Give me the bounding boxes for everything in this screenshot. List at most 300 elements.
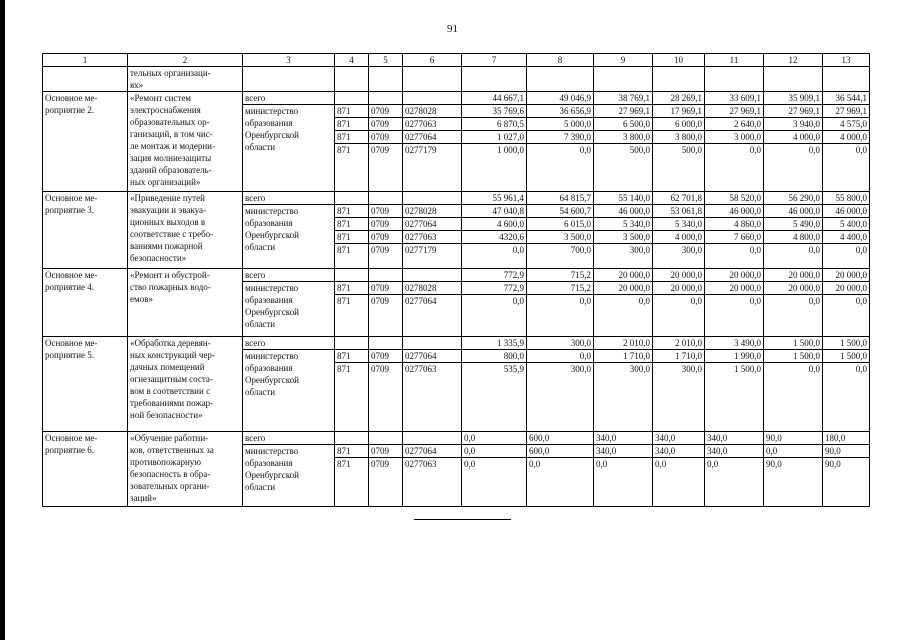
value-cell: 20 000,0 bbox=[823, 282, 870, 295]
empty-cell bbox=[823, 67, 870, 92]
total-value-cell: 180,0 bbox=[823, 432, 870, 445]
measure-label bbox=[43, 92, 128, 192]
total-value-cell: 20 000,0 bbox=[705, 269, 764, 282]
total-value-cell: 2 010,0 bbox=[653, 337, 705, 350]
value-cell: 6 870,5 bbox=[462, 118, 527, 131]
value-cell: 300,0 bbox=[594, 244, 653, 269]
value-cell: 0,0 bbox=[527, 295, 594, 337]
measure-name bbox=[128, 337, 243, 432]
target-code-cell: 0278028 bbox=[403, 205, 462, 218]
organization-line: образования bbox=[245, 118, 293, 128]
value-cell: 20 000,0 bbox=[764, 282, 823, 295]
measure-name-line: эвакуации и эвакуа- bbox=[130, 205, 206, 215]
value-cell: 535,9 bbox=[462, 363, 527, 432]
empty-cell bbox=[43, 67, 128, 92]
value-cell: 4 600,0 bbox=[462, 218, 527, 231]
organization-line: министерство bbox=[245, 283, 299, 293]
total-value-cell: 340,0 bbox=[594, 432, 653, 445]
value-cell: 0,0 bbox=[594, 295, 653, 337]
total-value-cell: 0,0 bbox=[462, 432, 527, 445]
value-cell: 53 061,8 bbox=[653, 205, 705, 218]
measure-name bbox=[128, 269, 243, 337]
total-value-cell: 20 000,0 bbox=[823, 269, 870, 282]
code-871-cell: 871 bbox=[335, 350, 369, 363]
value-cell: 800,0 bbox=[462, 350, 527, 363]
value-cell: 0,0 bbox=[823, 144, 870, 192]
value-cell: 20 000,0 bbox=[594, 282, 653, 295]
organization-line: образования bbox=[245, 218, 293, 228]
organization-line: области bbox=[245, 242, 276, 252]
value-cell: 0,0 bbox=[705, 144, 764, 192]
value-cell: 46 000,0 bbox=[764, 205, 823, 218]
measure-name-line: ле монтаж и модерни- bbox=[130, 141, 215, 151]
value-cell: 2 640,0 bbox=[705, 118, 764, 131]
measure-label-line: Основное ме- bbox=[45, 338, 98, 348]
column-header-3: 3 bbox=[243, 54, 335, 67]
value-cell: 500,0 bbox=[653, 144, 705, 192]
value-cell: 20 000,0 bbox=[653, 282, 705, 295]
value-cell: 4 400,0 bbox=[823, 231, 870, 244]
column-header-11: 11 bbox=[705, 54, 764, 67]
measure-total-row bbox=[43, 432, 870, 445]
target-code-cell: 0277179 bbox=[403, 244, 462, 269]
continued-text-line: ях» bbox=[130, 80, 144, 90]
value-cell: 27 969,1 bbox=[594, 105, 653, 118]
column-header-8: 8 bbox=[527, 54, 594, 67]
measure-name-line: ционных выходов в bbox=[130, 217, 206, 227]
total-value-cell: 55 800,0 bbox=[823, 192, 870, 205]
value-cell: 4 000,0 bbox=[653, 231, 705, 244]
organization-cell bbox=[243, 282, 335, 337]
organization-line: Оренбургской bbox=[245, 307, 299, 317]
measure-name-line: емов» bbox=[130, 294, 153, 304]
value-cell: 4 000,0 bbox=[823, 131, 870, 144]
code-871-cell: 871 bbox=[335, 363, 369, 432]
value-cell: 0,0 bbox=[462, 445, 527, 458]
organization-cell bbox=[243, 205, 335, 269]
measure-name-line: зация молниезащиты bbox=[130, 153, 212, 163]
total-value-cell: 55 961,4 bbox=[462, 192, 527, 205]
total-value-cell: 62 701,8 bbox=[653, 192, 705, 205]
empty-cell bbox=[335, 269, 369, 282]
value-cell: 3 800,0 bbox=[594, 131, 653, 144]
measure-name-line: ство пожарных водо- bbox=[130, 282, 211, 292]
target-code-cell: 0278028 bbox=[403, 282, 462, 295]
total-value-cell: 300,0 bbox=[527, 337, 594, 350]
value-cell: 300,0 bbox=[527, 363, 594, 432]
measure-name-line: ганизаций, в том чис- bbox=[130, 129, 213, 139]
value-cell: 90,0 bbox=[823, 458, 870, 507]
empty-cell bbox=[403, 269, 462, 282]
continued-text-line: тельных организаци- bbox=[130, 68, 211, 78]
value-cell: 1 500,0 bbox=[764, 350, 823, 363]
value-cell: 47 040,8 bbox=[462, 205, 527, 218]
organization-line: Оренбургской bbox=[245, 470, 299, 480]
measure-name-line: ваниями пожарной bbox=[130, 241, 203, 251]
organization-line: министерство bbox=[245, 106, 299, 116]
measure-name-line: безопасность в обра- bbox=[130, 469, 211, 479]
measure-total-row bbox=[43, 269, 870, 282]
value-cell: 46 000,0 bbox=[823, 205, 870, 218]
measure-name-line: требованиями пожар- bbox=[130, 398, 214, 408]
measure-name-line: безопасности» bbox=[130, 253, 187, 263]
code-0709-cell: 0709 bbox=[369, 282, 403, 295]
empty-cell bbox=[403, 67, 462, 92]
value-cell: 5 490,0 bbox=[764, 218, 823, 231]
code-871-cell: 871 bbox=[335, 144, 369, 192]
organization-line: Оренбургской bbox=[245, 130, 299, 140]
column-header-9: 9 bbox=[594, 54, 653, 67]
value-cell: 5 400,0 bbox=[823, 218, 870, 231]
organization-line: Оренбургской bbox=[245, 230, 299, 240]
value-cell: 0,0 bbox=[594, 458, 653, 507]
value-cell: 300,0 bbox=[594, 363, 653, 432]
measure-name-line: огнезащитным соста- bbox=[130, 374, 213, 384]
measure-label-line: роприятие 5. bbox=[45, 350, 95, 360]
empty-cell bbox=[527, 67, 594, 92]
empty-cell bbox=[403, 92, 462, 105]
value-cell: 46 000,0 bbox=[594, 205, 653, 218]
organization-line: образования bbox=[245, 363, 293, 373]
value-cell: 0,0 bbox=[462, 295, 527, 337]
target-code-cell: 0277179 bbox=[403, 144, 462, 192]
total-value-cell: 44 667,1 bbox=[462, 92, 527, 105]
value-cell: 4 860,0 bbox=[705, 218, 764, 231]
measure-label-line: роприятие 4. bbox=[45, 282, 95, 292]
code-871-cell: 871 bbox=[335, 105, 369, 118]
measure-name-line: электроснабжения bbox=[130, 105, 201, 115]
total-value-cell: 55 140,0 bbox=[594, 192, 653, 205]
value-cell: 3 940,0 bbox=[764, 118, 823, 131]
value-cell: 0,0 bbox=[764, 445, 823, 458]
value-cell: 340,0 bbox=[653, 445, 705, 458]
value-cell: 1 500,0 bbox=[705, 363, 764, 432]
code-0709-cell: 0709 bbox=[369, 244, 403, 269]
measure-label bbox=[43, 337, 128, 432]
total-label-cell: всего bbox=[243, 192, 335, 205]
measure-total-row bbox=[43, 192, 870, 205]
code-871-cell: 871 bbox=[335, 205, 369, 218]
footer-rule bbox=[414, 519, 511, 520]
value-cell: 0,0 bbox=[705, 458, 764, 507]
measure-label-line: роприятие 2. bbox=[45, 105, 95, 115]
value-cell: 90,0 bbox=[823, 445, 870, 458]
total-value-cell: 90,0 bbox=[764, 432, 823, 445]
organization-cell bbox=[243, 350, 335, 432]
column-header-1: 1 bbox=[43, 54, 128, 67]
code-871-cell: 871 bbox=[335, 458, 369, 507]
empty-cell bbox=[403, 432, 462, 445]
value-cell: 3 000,0 bbox=[705, 131, 764, 144]
empty-cell bbox=[335, 67, 369, 92]
column-header-12: 12 bbox=[764, 54, 823, 67]
organization-line: министерство bbox=[245, 206, 299, 216]
total-value-cell: 20 000,0 bbox=[653, 269, 705, 282]
value-cell: 700,0 bbox=[527, 244, 594, 269]
measure-name-line: зданий образователь- bbox=[130, 165, 212, 175]
measure-name-line: зовательных органи- bbox=[130, 481, 210, 491]
total-value-cell: 1 335,9 bbox=[462, 337, 527, 350]
measure-name-line: образовательных ор- bbox=[130, 117, 210, 127]
total-value-cell: 58 520,0 bbox=[705, 192, 764, 205]
target-code-cell: 0277063 bbox=[403, 458, 462, 507]
code-0709-cell: 0709 bbox=[369, 458, 403, 507]
value-cell: 46 000,0 bbox=[705, 205, 764, 218]
value-cell: 36 656,9 bbox=[527, 105, 594, 118]
value-cell: 0,0 bbox=[527, 458, 594, 507]
measure-label-line: Основное ме- bbox=[45, 433, 98, 443]
value-cell: 1 990,0 bbox=[705, 350, 764, 363]
total-value-cell: 35 909,1 bbox=[764, 92, 823, 105]
organization-line: министерство bbox=[245, 351, 299, 361]
organization-line: образования bbox=[245, 295, 293, 305]
column-header-6: 6 bbox=[403, 54, 462, 67]
total-value-cell: 36 544,1 bbox=[823, 92, 870, 105]
code-0709-cell: 0709 bbox=[369, 105, 403, 118]
empty-cell bbox=[369, 192, 403, 205]
measure-name-line: противопожарную bbox=[130, 457, 201, 467]
value-cell: 5 000,0 bbox=[527, 118, 594, 131]
empty-cell bbox=[462, 67, 527, 92]
value-cell: 17 969,1 bbox=[653, 105, 705, 118]
measure-total-row bbox=[43, 92, 870, 105]
target-code-cell: 0277064 bbox=[403, 218, 462, 231]
empty-cell bbox=[335, 192, 369, 205]
value-cell: 0,0 bbox=[764, 244, 823, 269]
organization-line: области bbox=[245, 319, 276, 329]
measure-label-line: роприятие 6. bbox=[45, 445, 95, 455]
measure-label-line: Основное ме- bbox=[45, 270, 98, 280]
value-cell: 0,0 bbox=[527, 350, 594, 363]
organization-line: министерство bbox=[245, 446, 299, 456]
column-header-2: 2 bbox=[128, 54, 243, 67]
value-cell: 0,0 bbox=[527, 144, 594, 192]
measure-name bbox=[128, 192, 243, 269]
empty-cell bbox=[369, 269, 403, 282]
value-cell: 4 575,0 bbox=[823, 118, 870, 131]
value-cell: 54 600,7 bbox=[527, 205, 594, 218]
measure-name bbox=[128, 432, 243, 507]
value-cell: 7 660,0 bbox=[705, 231, 764, 244]
value-cell: 27 969,1 bbox=[764, 105, 823, 118]
value-cell: 6 500,0 bbox=[594, 118, 653, 131]
value-cell: 500,0 bbox=[594, 144, 653, 192]
value-cell: 0,0 bbox=[823, 244, 870, 269]
code-871-cell: 871 bbox=[335, 131, 369, 144]
value-cell: 3 800,0 bbox=[653, 131, 705, 144]
value-cell: 1 500,0 bbox=[823, 350, 870, 363]
code-0709-cell: 0709 bbox=[369, 205, 403, 218]
total-label-cell: всего bbox=[243, 337, 335, 350]
total-label-cell: всего bbox=[243, 92, 335, 105]
value-cell: 0,0 bbox=[462, 244, 527, 269]
code-0709-cell: 0709 bbox=[369, 295, 403, 337]
organization-line: области bbox=[245, 482, 276, 492]
empty-cell bbox=[653, 67, 705, 92]
target-code-cell: 0277064 bbox=[403, 445, 462, 458]
measure-label bbox=[43, 192, 128, 269]
target-code-cell: 0277063 bbox=[403, 231, 462, 244]
value-cell: 27 969,1 bbox=[823, 105, 870, 118]
organization-cell bbox=[243, 105, 335, 192]
measure-label bbox=[43, 432, 128, 507]
target-code-cell: 0277064 bbox=[403, 350, 462, 363]
code-871-cell: 871 bbox=[335, 118, 369, 131]
empty-cell bbox=[335, 432, 369, 445]
code-0709-cell: 0709 bbox=[369, 350, 403, 363]
value-cell: 5 340,0 bbox=[653, 218, 705, 231]
empty-cell bbox=[369, 337, 403, 350]
column-header-4: 4 bbox=[335, 54, 369, 67]
measure-name-line: дачных помещений bbox=[130, 362, 205, 372]
total-value-cell: 715,2 bbox=[527, 269, 594, 282]
code-871-cell: 871 bbox=[335, 218, 369, 231]
continued-row bbox=[43, 67, 870, 92]
total-value-cell: 33 609,1 bbox=[705, 92, 764, 105]
total-value-cell: 600,0 bbox=[527, 432, 594, 445]
measure-name-line: соответствие с требо- bbox=[130, 229, 214, 239]
code-0709-cell: 0709 bbox=[369, 363, 403, 432]
value-cell: 6 000,0 bbox=[653, 118, 705, 131]
value-cell: 4 800,0 bbox=[764, 231, 823, 244]
value-cell: 340,0 bbox=[705, 445, 764, 458]
measure-name-line: заций» bbox=[130, 493, 157, 503]
total-value-cell: 20 000,0 bbox=[594, 269, 653, 282]
measure-name-line: вом в соответствии с bbox=[130, 386, 211, 396]
total-value-cell: 20 000,0 bbox=[764, 269, 823, 282]
value-cell: 300,0 bbox=[653, 244, 705, 269]
budget-table bbox=[42, 53, 870, 507]
value-cell: 20 000,0 bbox=[705, 282, 764, 295]
empty-cell bbox=[594, 67, 653, 92]
value-cell: 600,0 bbox=[527, 445, 594, 458]
column-header-7: 7 bbox=[462, 54, 527, 67]
value-cell: 0,0 bbox=[764, 144, 823, 192]
measure-name-line: ков, ответственных за bbox=[130, 445, 214, 455]
total-value-cell: 64 815,7 bbox=[527, 192, 594, 205]
total-value-cell: 49 046,9 bbox=[527, 92, 594, 105]
value-cell: 0,0 bbox=[653, 295, 705, 337]
code-0709-cell: 0709 bbox=[369, 231, 403, 244]
value-cell: 3 500,0 bbox=[527, 231, 594, 244]
measure-total-row bbox=[43, 337, 870, 350]
page-spine-border bbox=[0, 0, 5, 640]
value-cell: 27 969,1 bbox=[705, 105, 764, 118]
continued-text-cell bbox=[128, 67, 243, 92]
value-cell: 0,0 bbox=[705, 295, 764, 337]
measure-label-line: Основное ме- bbox=[45, 193, 98, 203]
code-871-cell: 871 bbox=[335, 244, 369, 269]
value-cell: 6 015,0 bbox=[527, 218, 594, 231]
empty-cell bbox=[764, 67, 823, 92]
value-cell: 7 390,0 bbox=[527, 131, 594, 144]
total-label-cell: всего bbox=[243, 269, 335, 282]
code-0709-cell: 0709 bbox=[369, 218, 403, 231]
value-cell: 5 340,0 bbox=[594, 218, 653, 231]
value-cell: 1 710,0 bbox=[594, 350, 653, 363]
target-code-cell: 0277063 bbox=[403, 363, 462, 432]
value-cell: 0,0 bbox=[653, 458, 705, 507]
value-cell: 0,0 bbox=[462, 458, 527, 507]
code-0709-cell: 0709 bbox=[369, 445, 403, 458]
measure-name-line: «Приведение путей bbox=[130, 193, 205, 203]
code-0709-cell: 0709 bbox=[369, 144, 403, 192]
measure-name-line: ных организаций» bbox=[130, 177, 201, 187]
measure-name-line: «Ремонт систем bbox=[130, 93, 192, 103]
empty-cell bbox=[243, 67, 335, 92]
empty-cell bbox=[705, 67, 764, 92]
value-cell: 300,0 bbox=[653, 363, 705, 432]
value-cell: 1 027,0 bbox=[462, 131, 527, 144]
value-cell: 4320,6 bbox=[462, 231, 527, 244]
empty-cell bbox=[335, 92, 369, 105]
total-label-cell: всего bbox=[243, 432, 335, 445]
empty-cell bbox=[369, 67, 403, 92]
value-cell: 4 000,0 bbox=[764, 131, 823, 144]
code-871-cell: 871 bbox=[335, 295, 369, 337]
value-cell: 0,0 bbox=[823, 363, 870, 432]
value-cell: 772,9 bbox=[462, 282, 527, 295]
value-cell: 0,0 bbox=[764, 363, 823, 432]
total-value-cell: 1 500,0 bbox=[823, 337, 870, 350]
organization-line: Оренбургской bbox=[245, 375, 299, 385]
total-value-cell: 56 290,0 bbox=[764, 192, 823, 205]
organization-line: области bbox=[245, 387, 276, 397]
measure-label-line: Основное ме- bbox=[45, 93, 98, 103]
value-cell: 3 500,0 bbox=[594, 231, 653, 244]
empty-cell bbox=[335, 337, 369, 350]
code-871-cell: 871 bbox=[335, 282, 369, 295]
target-code-cell: 0277064 bbox=[403, 131, 462, 144]
code-0709-cell: 0709 bbox=[369, 118, 403, 131]
value-cell: 340,0 bbox=[594, 445, 653, 458]
organization-line: образования bbox=[245, 458, 293, 468]
measure-name bbox=[128, 92, 243, 192]
total-value-cell: 2 010,0 bbox=[594, 337, 653, 350]
column-header-5: 5 bbox=[369, 54, 403, 67]
code-871-cell: 871 bbox=[335, 231, 369, 244]
value-cell: 90,0 bbox=[764, 458, 823, 507]
target-code-cell: 0277064 bbox=[403, 295, 462, 337]
value-cell: 1 000,0 bbox=[462, 144, 527, 192]
total-value-cell: 340,0 bbox=[705, 432, 764, 445]
empty-cell bbox=[369, 92, 403, 105]
value-cell: 0,0 bbox=[823, 295, 870, 337]
value-cell: 1 710,0 bbox=[653, 350, 705, 363]
measure-name-line: «Обработка деревян- bbox=[130, 338, 211, 348]
organization-cell bbox=[243, 445, 335, 507]
column-header-10: 10 bbox=[653, 54, 705, 67]
code-871-cell: 871 bbox=[335, 445, 369, 458]
page-number: 91 bbox=[447, 23, 458, 35]
total-value-cell: 772,9 bbox=[462, 269, 527, 282]
measure-name-line: ных конструкций чер- bbox=[130, 350, 215, 360]
empty-cell bbox=[403, 337, 462, 350]
column-header-13: 13 bbox=[823, 54, 870, 67]
code-0709-cell: 0709 bbox=[369, 131, 403, 144]
measure-name-line: ной безопасности» bbox=[130, 410, 203, 420]
target-code-cell: 0278028 bbox=[403, 105, 462, 118]
header-row bbox=[43, 54, 870, 67]
measure-name-line: «Обучение работни- bbox=[130, 433, 209, 443]
total-value-cell: 340,0 bbox=[653, 432, 705, 445]
value-cell: 0,0 bbox=[764, 295, 823, 337]
target-code-cell: 0277063 bbox=[403, 118, 462, 131]
value-cell: 715,2 bbox=[527, 282, 594, 295]
empty-cell bbox=[369, 432, 403, 445]
measure-name-line: «Ремонт и обустрой- bbox=[130, 270, 210, 280]
total-value-cell: 38 769,1 bbox=[594, 92, 653, 105]
